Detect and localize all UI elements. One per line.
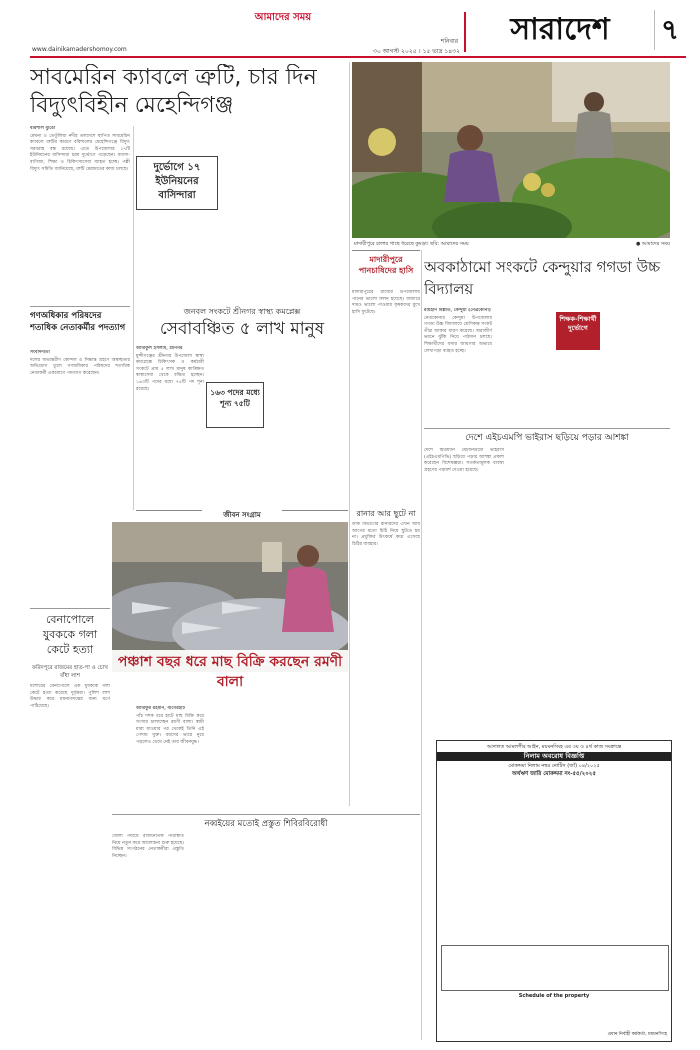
bottom-headline: নব্বইয়ের মতোই প্রস্তুত শিবিরবিরোধী — [204, 819, 328, 829]
health-body-col-1 — [136, 346, 204, 506]
jibon-label: জীবন সংগ্রাম — [202, 510, 282, 520]
jibon-body-col-3 — [280, 706, 348, 810]
school-body-col-2 — [496, 308, 554, 424]
photo-illustration — [352, 62, 670, 238]
masthead-rule — [30, 56, 686, 58]
notice-title: নিলাম অবরোধ বিজ্ঞপ্তি — [523, 752, 585, 760]
notice-body — [441, 781, 667, 941]
notice-box — [436, 740, 672, 1042]
health-sidebar-box — [206, 382, 264, 428]
lead-body-col-2 — [136, 212, 236, 304]
hmp-body-col-1 — [424, 448, 504, 736]
lead-body-text: মেঘনা ও তেতুঁলিয়া নদীর তলদেশে স্থাপিত সাবমেরিন ক্যাবলে ত্রুটির কারণে বরিশালের মেহেন্দিগঞ্জে বিদ্যুৎ সরবরাহ বন্ধ রয়েছে। এতে উপজেলার ১৭টি ইউনিয়নের বাসিন্দারা চরম দুর্ভোগে পড়েছেন। ব্যবসা-বাণিজ্য, শিক্ষা ও চিকিৎসাসেবা ব্যাহত হচ্ছে। পল্লী বিদ্যুৎ সমিতি জানিয়েছে, ত্রুটি মেরামতের কাজ চলছে। — [30, 133, 130, 172]
health-headline: সেবাবঞ্চিত ৫ লাখ মানুষ — [159, 319, 325, 339]
jibon-body-col-2 — [208, 706, 276, 810]
school-text: নেত্রকোনার কেন্দুয়া উপজেলার গগডা উচ্চ বিদ্যালয়ে শ্রেণিকক্ষ সংকট তীব্র আকার ধারণ করেছে। জরাজীর্ণ ভবনে ঝুঁকি নিয়ে পাঠদান চলছে। শিক্ষার্থীদের বসার জায়গার অভাবে লেখাপড়া ব্যাহত হচ্ছে। — [424, 315, 492, 354]
vegetable-vendor-photo — [352, 62, 670, 238]
jibon-byline: আরিফুর রহমান, বাগেরহাট — [136, 706, 185, 711]
hmp-body-col-2 — [508, 448, 588, 736]
school-body-col-1 — [424, 308, 492, 424]
party-rule — [30, 306, 130, 307]
school-body-col-3 — [604, 308, 670, 424]
health-body-col-2 — [206, 430, 262, 506]
hmp-rule — [424, 428, 670, 429]
notice-footer: প্রধান নির্বাহী কর্মকর্তা, ময়মনসিংহ — [607, 1032, 667, 1037]
benapole-kicker: ফরিদপুরে রাজমের হাত-পা ও চোখ বাঁধা লাশ — [32, 665, 108, 679]
column-rule — [349, 62, 350, 806]
party-byline: সংবাদদাতা — [30, 350, 50, 355]
bottom-body-col-2 — [190, 834, 262, 1040]
lead-headline: সাবমেরিন ক্যাবলে ত্রুটি, চার দিন বিদ্যুৎবিহীন মেহেন্দিগঞ্জ — [30, 65, 317, 118]
notice-subtitle: মোকদ্দমা নিলাম নম্বর নোটিস (জ্যঁ) ০৪/২০২৫ — [508, 763, 600, 769]
madaripur-body — [352, 290, 420, 502]
health-sidebar-quote: ১৬৩ পদের মধ্যে শূন্য ৭৫টি — [210, 388, 260, 408]
benapole-text: যশোরের বেনাপোলে এক যুবককে গলা কেটে হত্যা করেছে দুর্বৃত্তরা। পুলিশ লাশ উদ্ধার করে ময়নাতদন্তের জন্য মর্গে পাঠিয়েছে। — [30, 684, 110, 709]
health-body-col-3 — [266, 346, 348, 506]
school-byline: রায়হান মিল্লাত, কেন্দুয়া (নেত্রকোনা) — [424, 308, 491, 313]
bottom-rule — [112, 814, 420, 815]
jibon-body-col-1 — [136, 706, 204, 810]
party-text: দলের অভ্যন্তরীণ কোন্দল ও সিদ্ধান্ত গ্রহণে অস্বচ্ছতার অভিযোগ তুলে গণঅধিকার পরিষদের শতাধিক নেতাকর্মী একযোগে পদত্যাগ করেছেন। — [30, 357, 130, 376]
benapole-body — [30, 684, 110, 1040]
lead-sidebar-box — [136, 156, 218, 210]
bottom-body-col-3 — [268, 834, 340, 1040]
madaripur-headline: মাদারীপুরে পানচাষিদের হাসি — [358, 255, 414, 275]
notice-table — [441, 945, 669, 991]
bottom-body-col-1 — [112, 834, 184, 1040]
notice-ref: অর্থঋণ জারি মোকদ্দমা নং-৫৫/২০২৫ — [512, 771, 596, 777]
weekday-label: শনিবার — [440, 38, 458, 45]
section-title: সারাদেশ — [510, 12, 610, 47]
column-rule — [133, 126, 134, 510]
top-photo-caption: মাদারীপুরে চালার গাছে ধরেছে কুমড়া। ছবি: আমাদের সময় — [354, 241, 469, 247]
health-byline: আরিফুল ইসলাম, শ্রীনগর — [136, 346, 183, 351]
benapole-rule — [30, 608, 110, 609]
notice-schedule-title: Schedule of the property — [518, 993, 590, 999]
jibon-text: পাঁচ দশক ধরে হাটে মাছ বিক্রি করে সংসার চালাচ্ছেন রমণী বালা। স্বামী মারা যাওয়ার পর থেকেই তিনি এই পেশায় যুক্ত। বয়সের ভারে নুয়ে পড়লেও থেমে নেই তার জীবনযুদ্ধ। — [136, 713, 204, 745]
page-number: ৭ — [654, 10, 685, 50]
notice-header: আদালত আমলগীর আইন, ময়মনসিংহ এর ৩য় ও ৪র্থ কাজ সংক্রান্তে — [486, 744, 622, 750]
masthead — [30, 8, 686, 54]
hmp-text: দেশে হিউম্যান মেটানিউমো ভাইরাস (এইচএমপিভি) ছড়িয়ে পড়ার আশঙ্কা প্রকাশ করেছেন বিশেষজ্ঞরা। সতর্কতামূলক ব্যবস্থা গ্রহণের পরামর্শ দেওয়া হয়েছে। — [424, 448, 504, 473]
jibon-label-bar — [136, 510, 348, 521]
ranar-text: ডাক বিভাগের রানারদের এখন আর আগের মতো চিঠি নিয়ে ছুটতে হয় না। প্রযুক্তির উৎকর্ষে কমে এসেছে চিঠির ব্যবহার। — [352, 522, 420, 547]
date-line: ৩০ আগস্ট ২০২৫ । ১৫ ভাদ্র ১৪৩২ — [373, 48, 460, 55]
health-kicker: জনবল সংকটে শ্রীনগর স্বাস্থ্য কমপ্লেক্স — [183, 307, 301, 316]
paper-logo: আমাদের সময় — [254, 12, 312, 23]
party-headline: গণঅধিকার পরিষদের শতাধিক নেতাকর্মীর পদত্যাগ — [30, 311, 126, 333]
notice-title-bar — [437, 752, 671, 761]
ranar-headline: রানার আর ছুটে না — [356, 509, 416, 518]
top-photo-credit: ● আমাদের সময় — [635, 241, 670, 247]
school-headline: অবকাঠামো সংকটে কেন্দুয়ার গগডা উচ্চ বিদ্যালয় — [424, 258, 661, 298]
school-badge-text: শিক্ষক-শিক্ষার্থী দুর্ভোগে — [559, 315, 597, 332]
benapole-headline: বেনাপোলে যুবককে গলা কেটে হত্যা — [42, 613, 98, 656]
madaripur-text: মাদারীপুরের রাজৈর উপজেলায় পানের ভালো ফলন হয়েছে। বাজারে দামও ভালো পাওয়ায় কৃষকদের মুখে হাসি ফুটেছে। — [352, 290, 420, 315]
bottom-text: জেলা পর্যায়ে রাজনৈতিক পরিস্থিতি নিয়ে নতুন করে আলোচনা শুরু হয়েছে। বিভিন্ন সংগঠনের নেতাকর্মীরা প্রস্তুতি নিচ্ছেন। — [112, 834, 184, 859]
website-label: www.dainikamadershomoy.com — [32, 46, 127, 53]
health-text: মুন্সীগঞ্জের শ্রীনগর উপজেলা স্বাস্থ্য কমপ্লেক্সে চিকিৎসক ও কর্মচারী সংকটে প্রায় ৫ লাখ মানুষ কাঙ্ক্ষিত স্বাস্থ্যসেবা থেকে বঞ্চিত হচ্ছেন। ১৬৩টি পদের মধ্যে ৭৫টি পদ শূন্য রয়েছে। — [136, 353, 204, 392]
hmp-body-col-3 — [592, 448, 670, 736]
column-rule — [421, 250, 422, 1040]
notice-schedule-body — [441, 1001, 667, 1029]
lead-byline: বরিশাল ব্যুরো — [30, 126, 56, 131]
jibon-headline: পঞ্চাশ বছর ধরে মাছ বিক্রি করছেন রমণী বালা — [112, 650, 348, 694]
masthead-divider — [464, 12, 466, 52]
ranar-body — [352, 522, 420, 736]
jibon-headline-box — [112, 654, 348, 702]
bottom-body-col-4 — [346, 834, 420, 1040]
lead-sidebar-quote: দুর্ভোগে ১৭ ইউনিয়নের বাসিন্দারা — [153, 162, 201, 201]
lead-body-col-3 — [240, 126, 348, 304]
hmp-headline: দেশে এইচএমপি ভাইরাস ছড়িয়ে পড়ার আশঙ্কা — [465, 433, 629, 443]
lead-body-col-1 — [30, 126, 130, 304]
school-badge — [556, 312, 600, 350]
